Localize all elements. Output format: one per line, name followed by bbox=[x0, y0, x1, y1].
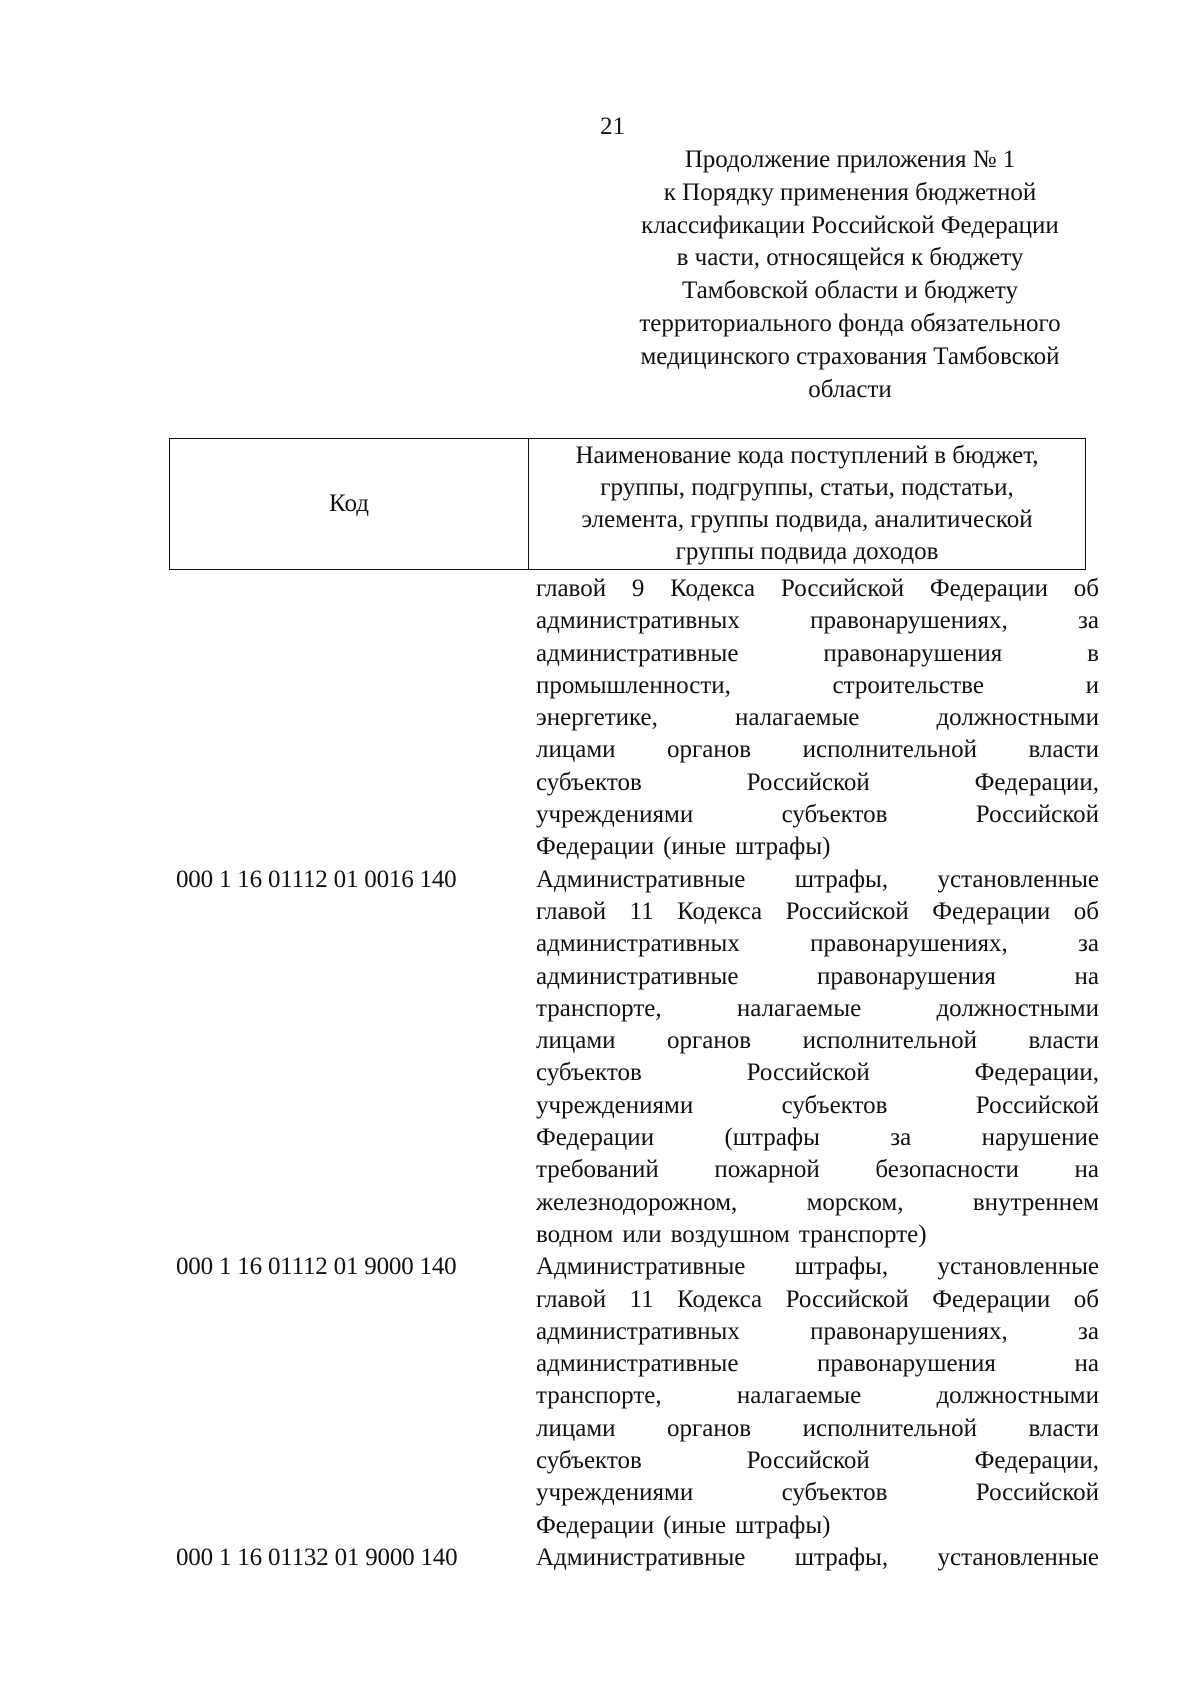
page-number: 21 bbox=[600, 113, 625, 140]
description-word: штрафы, bbox=[794, 865, 889, 893]
description-word: Федерации, bbox=[974, 768, 1099, 796]
income-code-description bbox=[536, 573, 1099, 864]
income-code-description bbox=[536, 1542, 1099, 1574]
description-word: правонарушения bbox=[817, 962, 996, 990]
description-word: административные bbox=[536, 962, 739, 990]
description-line bbox=[536, 670, 1099, 702]
description-line bbox=[536, 799, 1099, 831]
description-word: налагаемые bbox=[736, 1382, 862, 1410]
description-word: об bbox=[1073, 1285, 1099, 1313]
description-word: административных bbox=[536, 930, 740, 958]
description-word: главой bbox=[536, 1285, 607, 1313]
table-row bbox=[0, 864, 1200, 1252]
description-word: субъектов bbox=[781, 1091, 888, 1119]
description-word: Российской bbox=[785, 897, 909, 925]
appendix-header-line: области bbox=[808, 375, 892, 403]
description-word: штрафы, bbox=[794, 1543, 889, 1571]
income-code-description bbox=[536, 864, 1099, 1252]
appendix-header-line: к Порядку применения бюджетной bbox=[663, 178, 1037, 206]
description-word: административных bbox=[536, 607, 740, 635]
name-column-header-line: элемента, группы подвида, аналитической bbox=[581, 506, 1033, 533]
description-word: главой bbox=[536, 897, 607, 925]
description-word: штрафы) bbox=[735, 1511, 831, 1539]
appendix-header-line: Тамбовской области и бюджету bbox=[682, 277, 1018, 305]
description-line bbox=[536, 864, 1099, 896]
table-row bbox=[0, 1251, 1200, 1542]
description-word: учреждениями bbox=[536, 1091, 694, 1119]
description-line bbox=[536, 1154, 1099, 1186]
description-word: Федерации bbox=[929, 575, 1048, 602]
description-line bbox=[536, 1090, 1099, 1122]
description-word: промышленности, bbox=[536, 671, 731, 699]
name-column-header bbox=[529, 439, 1086, 570]
description-word: правонарушениях, bbox=[810, 930, 1008, 958]
description-word: исполнительной bbox=[802, 1414, 978, 1442]
description-word: или bbox=[622, 1220, 662, 1248]
description-word: пожарной bbox=[714, 1156, 820, 1184]
description-word: налагаемые bbox=[736, 994, 862, 1022]
description-word: учреждениями bbox=[536, 1479, 694, 1507]
income-code: 000 1 16 01112 01 9000 140 bbox=[176, 1253, 457, 1281]
description-word: Административные bbox=[536, 1253, 746, 1281]
appendix-header-line: территориального фонда обязательного bbox=[639, 309, 1061, 337]
appendix-header-line: медицинского страхования Тамбовской bbox=[640, 342, 1060, 370]
name-column-header-line: группы, подгруппы, статьи, подстатьи, bbox=[600, 474, 1014, 501]
description-word: Российской bbox=[975, 1091, 1099, 1119]
description-word: транспорте, bbox=[536, 1382, 662, 1410]
description-word: нарушение bbox=[981, 1124, 1099, 1152]
description-word: административные bbox=[536, 1350, 739, 1378]
description-word: Российской bbox=[746, 1059, 870, 1087]
description-line bbox=[536, 1510, 1099, 1542]
description-word: Российской bbox=[746, 1447, 870, 1475]
description-word: 9 bbox=[631, 575, 645, 602]
description-word: строительстве bbox=[832, 671, 984, 699]
description-word: субъектов bbox=[536, 1059, 642, 1087]
description-word: (иные bbox=[663, 1511, 727, 1539]
description-word: органов bbox=[667, 736, 752, 764]
appendix-header bbox=[600, 144, 1100, 406]
description-word: (штрафы bbox=[724, 1124, 820, 1152]
description-line bbox=[536, 993, 1099, 1025]
description-word: требований bbox=[536, 1156, 659, 1184]
description-word: должностными bbox=[936, 1382, 1099, 1410]
income-code: 000 1 16 01112 01 0016 140 bbox=[176, 865, 457, 893]
code-column-header: Код bbox=[170, 439, 529, 570]
description-word: штрафы, bbox=[794, 1253, 889, 1281]
description-word: на bbox=[1074, 962, 1099, 990]
description-word: Федерации, bbox=[974, 1447, 1099, 1475]
description-word: установленные bbox=[937, 1253, 1099, 1281]
description-word: Федерации bbox=[536, 833, 655, 861]
description-word: на bbox=[1074, 1350, 1099, 1378]
description-word: Федерации bbox=[932, 897, 1051, 925]
description-line bbox=[536, 896, 1099, 928]
description-word: Федерации, bbox=[974, 1059, 1099, 1087]
description-word: за bbox=[1078, 607, 1099, 635]
description-line bbox=[536, 767, 1099, 799]
description-word: 11 bbox=[629, 897, 654, 925]
description-word: субъектов bbox=[536, 1447, 642, 1475]
description-word: Федерации bbox=[536, 1511, 655, 1539]
description-line bbox=[536, 605, 1099, 637]
description-word: власти bbox=[1028, 1027, 1099, 1055]
income-code-description bbox=[536, 1251, 1099, 1542]
description-line bbox=[536, 1284, 1099, 1316]
description-word: Российской bbox=[975, 1479, 1099, 1507]
description-word: об bbox=[1073, 575, 1099, 602]
description-word: штрафы) bbox=[735, 833, 831, 861]
description-line bbox=[536, 1380, 1099, 1412]
description-word: воздушном bbox=[670, 1220, 790, 1248]
description-line bbox=[536, 1542, 1099, 1574]
description-word: за bbox=[1078, 1317, 1099, 1345]
description-word: правонарушениях, bbox=[810, 1317, 1008, 1345]
description-word: Кодекса bbox=[677, 1285, 763, 1313]
description-line bbox=[536, 928, 1099, 960]
description-line bbox=[536, 1348, 1099, 1380]
description-line bbox=[536, 1219, 1099, 1251]
description-word: безопасности bbox=[875, 1156, 1019, 1184]
description-word: власти bbox=[1028, 1414, 1099, 1442]
description-word: за bbox=[890, 1124, 912, 1152]
description-word: морском, bbox=[806, 1188, 904, 1216]
appendix-header-line: Продолжение приложения № 1 bbox=[684, 146, 1016, 173]
description-word: Федерации bbox=[932, 1285, 1051, 1313]
description-word: в bbox=[1087, 639, 1099, 667]
table-header bbox=[169, 438, 1086, 570]
description-line bbox=[536, 1187, 1099, 1219]
description-word: Кодекса bbox=[677, 897, 763, 925]
description-word: Федерации bbox=[536, 1124, 655, 1152]
description-word: субъектов bbox=[536, 768, 642, 796]
description-word: административных bbox=[536, 1317, 740, 1345]
name-column-header-line: группы подвида доходов bbox=[675, 538, 939, 565]
description-line bbox=[536, 734, 1099, 766]
description-word: Административные bbox=[536, 865, 746, 893]
description-word: за bbox=[1078, 930, 1099, 958]
description-word: власти bbox=[1028, 736, 1099, 764]
description-line bbox=[536, 1316, 1099, 1348]
description-word: на bbox=[1074, 1156, 1099, 1184]
description-word: лицами bbox=[536, 736, 616, 764]
description-word: должностными bbox=[936, 704, 1099, 732]
description-word: правонарушения bbox=[823, 639, 1003, 667]
table-row bbox=[0, 573, 1200, 864]
description-word: Российской bbox=[780, 575, 905, 602]
description-word: правонарушения bbox=[817, 1350, 996, 1378]
description-word: установленные bbox=[937, 865, 1099, 893]
description-word: установленные bbox=[937, 1543, 1099, 1571]
appendix-header-line: классификации Российской Федерации bbox=[641, 211, 1059, 239]
table-row bbox=[0, 1542, 1200, 1574]
appendix-header-line: в части, относящейся к бюджету bbox=[676, 244, 1024, 272]
description-word: главой bbox=[536, 575, 607, 602]
description-word: учреждениями bbox=[536, 801, 694, 829]
description-word: субъектов bbox=[781, 801, 888, 829]
description-line bbox=[536, 961, 1099, 993]
description-word: лицами bbox=[536, 1027, 616, 1055]
description-line bbox=[536, 831, 1099, 863]
description-word: органов bbox=[667, 1414, 752, 1442]
description-line bbox=[536, 1413, 1099, 1445]
description-word: налагаемые bbox=[734, 704, 860, 732]
description-word: правонарушениях, bbox=[810, 607, 1008, 635]
description-line bbox=[536, 1445, 1099, 1477]
description-word: органов bbox=[667, 1027, 752, 1055]
description-word: транспорте, bbox=[536, 994, 662, 1022]
description-word: Административные bbox=[536, 1543, 746, 1571]
description-word: Российской bbox=[975, 801, 1099, 829]
description-word: и bbox=[1085, 671, 1099, 699]
description-line bbox=[536, 1477, 1099, 1509]
name-column-header-line: Наименование кода поступлений в бюджет, bbox=[575, 442, 1039, 469]
description-word: должностными bbox=[936, 994, 1099, 1022]
income-code: 000 1 16 01132 01 9000 140 bbox=[176, 1543, 458, 1571]
description-line bbox=[536, 702, 1099, 734]
description-word: внутреннем bbox=[972, 1188, 1099, 1216]
description-word: (иные bbox=[663, 833, 727, 861]
description-word: лицами bbox=[536, 1414, 616, 1442]
description-line bbox=[536, 573, 1099, 605]
description-word: об bbox=[1073, 897, 1099, 925]
description-word: Российской bbox=[746, 768, 870, 796]
description-line bbox=[536, 1251, 1099, 1283]
description-word: водном bbox=[536, 1220, 614, 1248]
description-word: 11 bbox=[629, 1285, 654, 1313]
description-word: исполнительной bbox=[802, 736, 978, 764]
description-word: административные bbox=[536, 639, 739, 667]
description-word: Кодекса bbox=[670, 575, 756, 602]
description-word: энергетике, bbox=[536, 704, 658, 732]
description-line bbox=[536, 1122, 1099, 1154]
description-word: Российской bbox=[785, 1285, 909, 1313]
description-word: субъектов bbox=[781, 1479, 888, 1507]
description-word: железнодорожном, bbox=[536, 1188, 738, 1216]
table-body bbox=[0, 573, 1200, 1574]
description-word: исполнительной bbox=[802, 1027, 978, 1055]
description-line bbox=[536, 1025, 1099, 1057]
description-line bbox=[536, 1057, 1099, 1089]
description-line bbox=[536, 638, 1099, 670]
description-word: транспорте) bbox=[798, 1220, 927, 1248]
